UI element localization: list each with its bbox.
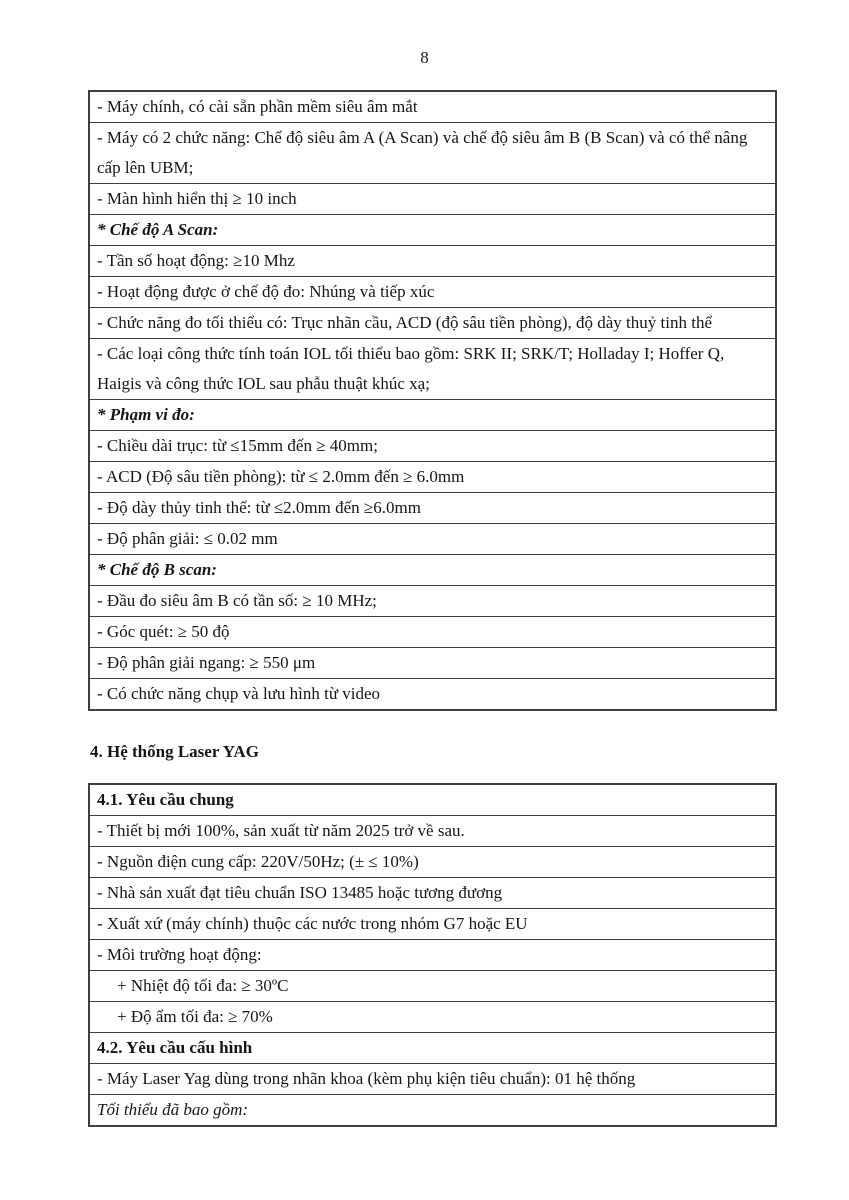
section-heading-laser-yag: 4. Hệ thống Laser YAG: [90, 742, 259, 761]
table-row: 4.1. Yêu cầu chung: [97, 790, 234, 809]
table-row: + Nhiệt độ tối đa: ≥ 30ºC: [90, 970, 775, 1001]
table-row: Tối thiểu đã bao gồm:: [90, 1094, 775, 1125]
table-row: - Môi trường hoạt động:: [90, 939, 775, 970]
table-row: - Độ phân giải: ≤ 0.02 mm: [90, 523, 775, 554]
table-row: - Tần số hoạt động: ≥10 Mhz: [90, 245, 775, 276]
table-row: - Máy có 2 chức năng: Chế độ siêu âm A (A Scan) và chế độ siêu âm B (B Scan) và có thể nâng cấp lên UBM;: [90, 122, 775, 183]
table-row: * Chế độ B scan:: [90, 554, 775, 585]
table-row: - Thiết bị mới 100%, sản xuất từ năm 2025 trở về sau.: [90, 815, 775, 846]
table-row: - ACD (Độ sâu tiền phòng): từ ≤ 2.0mm đến ≥ 6.0mm: [90, 461, 775, 492]
table-row: - Góc quét: ≥ 50 độ: [90, 616, 775, 647]
table-row: - Nguồn điện cung cấp: 220V/50Hz; (± ≤ 10%): [90, 846, 775, 877]
table-row: - Máy Laser Yag dùng trong nhãn khoa (kèm phụ kiện tiêu chuẩn): 01 hệ thống: [90, 1063, 775, 1094]
ultrasound-spec-table: [88, 90, 777, 711]
page-content: [88, 90, 777, 1127]
table-row: - Xuất xứ (máy chính) thuộc các nước trong nhóm G7 hoặc EU: [90, 908, 775, 939]
page-number: 8: [420, 48, 429, 67]
table-row: + Độ ẩm tối đa: ≥ 70%: [90, 1001, 775, 1032]
laser-yag-spec-table: [88, 783, 777, 1127]
table-row: - Độ dày thủy tinh thể: từ ≤2.0mm đến ≥6.0mm: [90, 492, 775, 523]
table-row: - Hoạt động được ở chế độ đo: Nhúng và tiếp xúc: [90, 276, 775, 307]
table-row: - Đầu đo siêu âm B có tần số: ≥ 10 MHz;: [90, 585, 775, 616]
table-row: - Độ phân giải ngang: ≥ 550 μm: [90, 647, 775, 678]
table-row: 4.2. Yêu cầu cấu hình: [90, 1032, 775, 1063]
table-row: - Các loại công thức tính toán IOL tối thiểu bao gồm: SRK II; SRK/T; Holladay I; Hoffer Q, Haigis và công thức IOL sau phẫu thuật khúc xạ;: [90, 338, 775, 399]
table-row: - Nhà sản xuất đạt tiêu chuẩn ISO 13485 hoặc tương đương: [90, 877, 775, 908]
table-row: - Chức năng đo tối thiểu có: Trục nhãn cầu, ACD (độ sâu tiền phòng), độ dày thuỷ tinh thể: [90, 307, 775, 338]
table-row: - Máy chính, có cài sẵn phần mềm siêu âm mắt: [97, 97, 418, 116]
table-row: * Phạm vi đo:: [90, 399, 775, 430]
table-row: * Chế độ A Scan:: [90, 214, 775, 245]
table-row: - Màn hình hiển thị ≥ 10 inch: [90, 183, 775, 214]
table-row: - Chiều dài trục: từ ≤15mm đến ≥ 40mm;: [90, 430, 775, 461]
table-row: - Có chức năng chụp và lưu hình từ video: [90, 678, 775, 709]
